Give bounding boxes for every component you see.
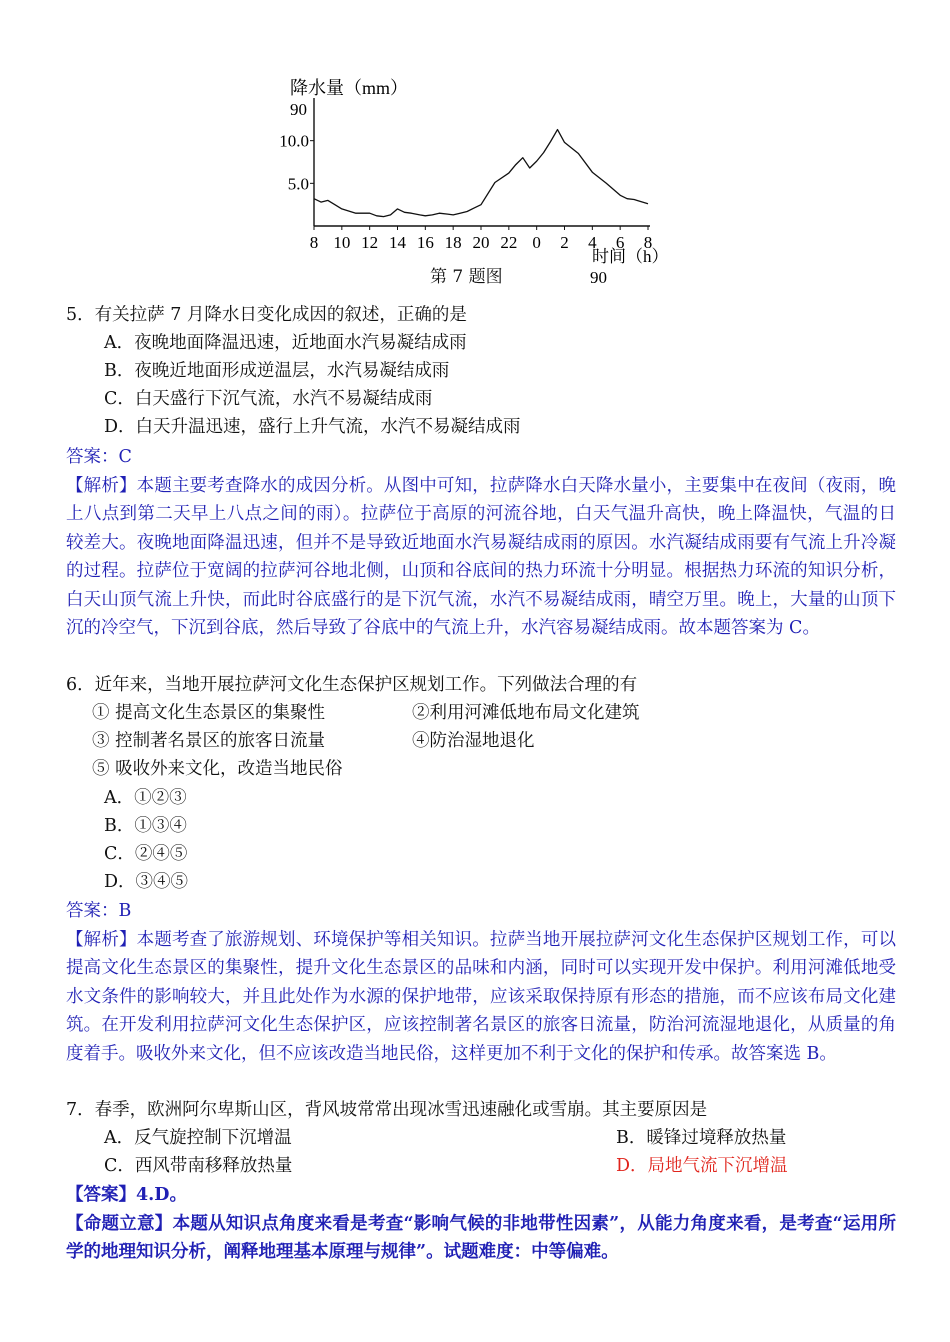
q6-item-3: ③ 控制著名景区的旅客日流量 — [92, 731, 326, 751]
x-tick-label: 18 — [444, 233, 462, 252]
q5-answer: 答案：C — [66, 447, 132, 467]
q5-option-a[interactable]: A．夜晚地面降温迅速，近地面水汽易凝结成雨 — [104, 333, 467, 353]
x-tick-label: 10 — [333, 233, 351, 252]
x-tick-label: 6 — [615, 233, 625, 252]
q7-option-d[interactable]: D．局地气流下沉增温 — [616, 1156, 788, 1176]
chart-caption: 第 7 题图 — [430, 267, 503, 287]
q6-stem: 6．近年来，当地开展拉萨河文化生态保护区规划工作。下列做法合理的有 — [66, 675, 638, 695]
q6-item-4: ④防治湿地退化 — [412, 731, 535, 751]
y-tick-label: 10.0 — [279, 131, 309, 151]
q5-stem: 5．有关拉萨 7 月降水日变化成因的叙述，正确的是 — [66, 305, 467, 325]
q6-answer: 答案：B — [66, 901, 132, 921]
x-tick-label: 8 — [643, 233, 653, 252]
q7-option-a[interactable]: A．反气旋控制下沉增温 — [104, 1128, 292, 1148]
x-tick-label: 14 — [389, 233, 406, 252]
q7-stem: 7．春季，欧洲阿尔卑斯山区，背风坡常常出现冰雪迅速融化或雪崩。其主要原因是 — [66, 1100, 708, 1120]
q6-option-c[interactable]: C．②④⑤ — [104, 844, 188, 864]
q5-analysis: 【解析】本题主要考查降水的成因分析。从图中可知，拉萨降水白天降水量小，主要集中在夜间（夜雨，晚上八点到第二天早上八点之间的雨）。拉萨位于高原的河流谷地，白天气温升高快，晚上降温快，气温的日较差大。夜晚地面降温迅速，但并不是导致近地面水汽易凝结成雨的原因。水汽凝结成雨要有气流上升冷凝的过程。拉萨位于宽阔的拉萨河谷地北侧，山顶和谷底间的热力环流十分明显。根据热力环流的知识分析，白天山顶气流上升快，而此时谷底盛行的是下沉气流，水汽不易凝结成雨，晴空万里。晚上，大量的山顶下沉的冷空气，下沉到谷底，然后导致了谷底中的气流上升，水汽容易凝结成雨。故本题答案为 C。 — [66, 476, 896, 639]
x-tick-label: 12 — [361, 233, 379, 252]
x-tick-label: 16 — [416, 233, 434, 252]
x-axis-label: 时间（h） — [592, 247, 669, 266]
q6-item-5: ⑤ 吸收外来文化，改造当地民俗 — [92, 759, 343, 779]
q7-answer: 【答案】4.D。 — [66, 1185, 187, 1205]
q6-item-1: ① 提高文化生态景区的集聚性 — [92, 703, 326, 723]
q7-option-b[interactable]: B．暖锋过境释放热量 — [616, 1128, 787, 1148]
y-axis-label-extra: 90 — [290, 100, 307, 119]
q5-option-b[interactable]: B．夜晚近地面形成逆温层，水汽易凝结成雨 — [104, 361, 450, 381]
x-tick-label: 4 — [588, 233, 597, 252]
x-tick-label: 22 — [500, 233, 518, 252]
x-tick-label: 20 — [472, 233, 490, 252]
x-tick-label: 2 — [560, 233, 569, 252]
q7-intent: 【命题立意】本题从知识点角度来看是考查“影响气候的非地带性因素”，从能力角度来看，是考查“运用所学的地理知识分析，阐释地理基本原理与规律”。试题难度：中等偏难。 — [66, 1214, 896, 1263]
y-axis-label: 降水量（mm） — [290, 78, 409, 98]
y-tick-label: 5.0 — [287, 174, 309, 194]
q6-option-d[interactable]: D．③④⑤ — [104, 872, 189, 892]
q5-option-c[interactable]: C．白天盛行下沉气流，水汽不易凝结成雨 — [104, 389, 433, 409]
q6-item-2: ②利用河滩低地布局文化建筑 — [412, 703, 640, 723]
q6-option-a[interactable]: A．①②③ — [104, 788, 187, 808]
precipitation-series-line — [314, 130, 648, 217]
x-tick-label: 0 — [532, 233, 541, 252]
q6-option-b[interactable]: B．①③④ — [104, 816, 187, 836]
q7-option-c[interactable]: C．西风带南移释放热量 — [104, 1156, 293, 1176]
q5-option-d[interactable]: D．白天升温迅速，盛行上升气流，水汽不易凝结成雨 — [104, 417, 521, 437]
q6-analysis: 【解析】本题考查了旅游规划、环境保护等相关知识。拉萨当地开展拉萨河文化生态保护区规划工作，可以提高文化生态景区的集聚性，提升文化生态景区的品味和内涵，同时可以实现开发中保护。利用河滩低地受水文条件的影响较大，并且此处作为水源的保护地带，应该采取保持原有形态的措施，而不应该布局文化建筑。在开发利用拉萨河文化生态保护区，应该控制著名景区的旅客日流量，防治河流湿地退化，从质量的角度着手。吸收外来文化，但不应该改造当地民俗，这样更加不利于文化的保护和传承。故答案选 B。 — [66, 930, 896, 1064]
x-tick-label: 8 — [309, 233, 319, 252]
x-axis-label-extra: 90 — [590, 268, 607, 287]
